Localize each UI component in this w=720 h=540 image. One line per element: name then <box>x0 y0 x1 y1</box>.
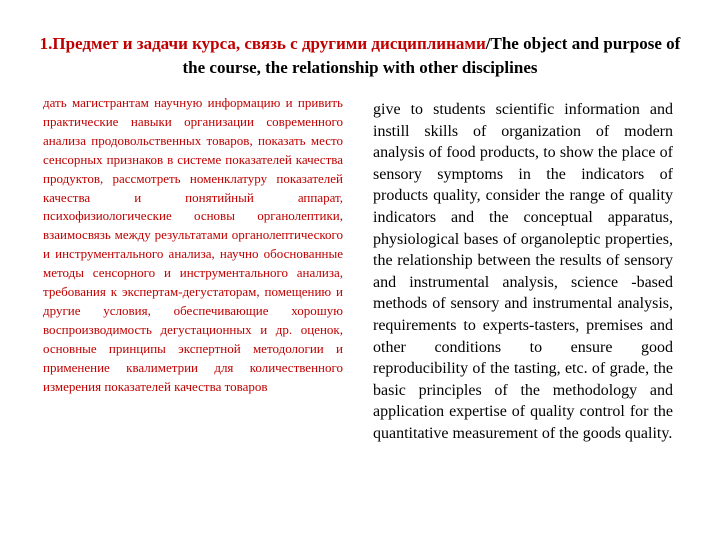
title-english: The object and purpose of the course, the relationship with other disciplines <box>182 34 681 77</box>
english-text-column: give to students scientific information and instill skills of organization of modern analysis of food products, to show the place of sensory symptoms in the indicators of products quality, consider the range of quality indicators and the conceptual apparatus, physiological bases of organoleptic properties, the relationship between the results of sensory and instrumental analysis, science -based methods of sensory and instrumental analysis, requirements to experts-tasters, premises and other conditions to ensure good reproducibility of the tasting, etc. of grade, the basic principles of the methodology and application expertise of quality control for the quantitative measurement of the goods quality. <box>373 101 673 442</box>
slide-title <box>30 32 690 80</box>
title-russian: 1.Предмет и задачи курса, связь с другими дисциплинами <box>39 34 486 53</box>
russian-text-column: дать магистрантам научную информацию и привить практические навыки организации современного анализа продовольственных товаров, показать место сенсорных признаков в системе показателей качества продуктов, рассмотреть номенклатуру показателей качества и понятийный аппарат, психофизиологические основы органолептики, взаимосвязь между результатами органолептического и инструментального анализа, научно обоснованные методы сенсорного и инструментального анализа, требования к экспертам-дегустаторам, помещению и другие условия, обеспечивающие хорошую воспроизводимость дегустационных и др. оценок, основные принципы экспертной методологии и применение квалиметрии для количественного измерения показателей качества товаров <box>43 95 343 394</box>
title-separator: / <box>485 34 491 53</box>
